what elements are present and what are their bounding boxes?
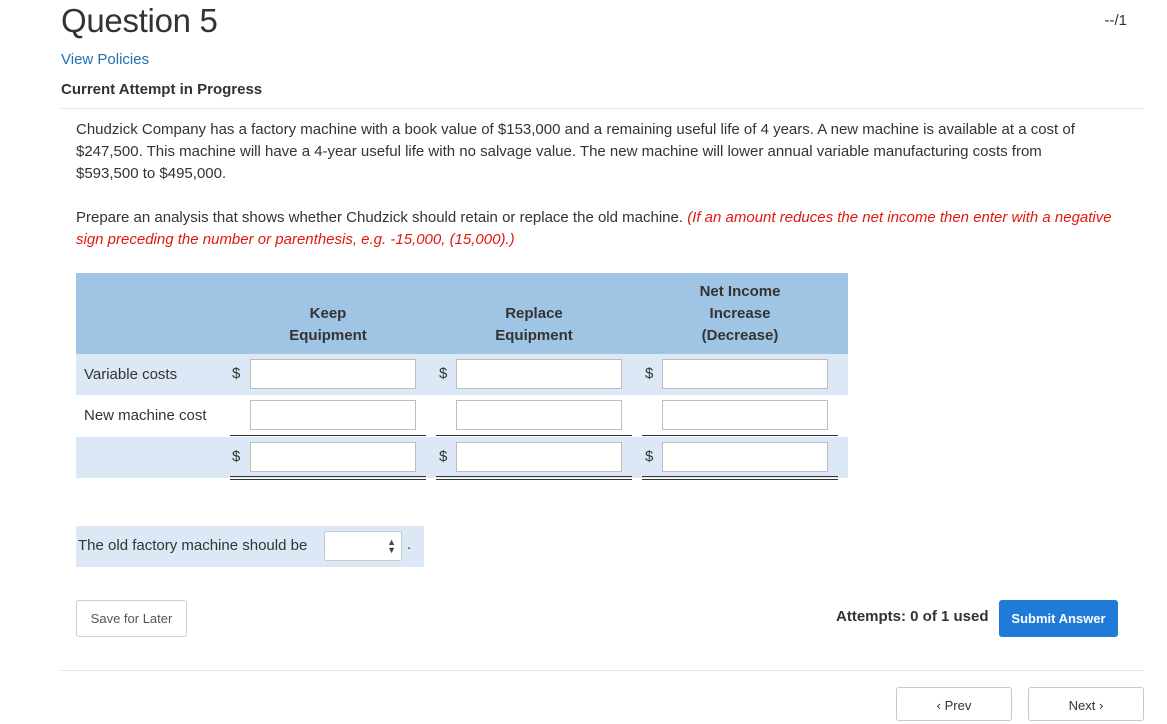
subtotal-rule: [436, 435, 632, 436]
dollar-sign: $: [232, 448, 241, 465]
dollar-sign: $: [232, 365, 241, 382]
dollar-sign: $: [439, 365, 448, 382]
subtotal-rule: [642, 435, 838, 436]
total-replace-input[interactable]: [456, 442, 622, 472]
dollar-sign: $: [645, 448, 654, 465]
header-net-income: Net Income Increase (Decrease): [699, 283, 781, 344]
total-double-rule: [436, 479, 632, 480]
header-replace-equipment: Replace Equipment: [495, 305, 573, 344]
instruction-text: [76, 207, 1136, 251]
variable-costs-keep-input[interactable]: [250, 359, 416, 389]
updown-arrows-icon: ▲ ▼: [387, 537, 396, 555]
variable-costs-replace-input[interactable]: [456, 359, 622, 389]
problem-line-2: $247,500. This machine will have a 4-year useful life with no salvage value. The new machine will lower annual variable manufacturing costs from: [76, 143, 1042, 160]
problem-line-3: $593,500 to $495,000.: [76, 165, 227, 182]
footer-divider: [61, 670, 1144, 671]
subtotal-rule: [230, 435, 426, 436]
score-display: --/1: [1104, 12, 1127, 29]
table-row: [76, 354, 848, 395]
chevron-left-icon: ‹: [936, 698, 941, 713]
instruction-hint-1: (If an amount reduces the net income then enter with a negative: [687, 209, 1112, 226]
total-double-rule: [642, 476, 838, 477]
prev-button[interactable]: [896, 687, 1012, 721]
table-header: [76, 273, 848, 354]
new-machine-cost-net-input[interactable]: [662, 400, 828, 430]
problem-statement: [76, 119, 1136, 185]
attempt-status-heading: Current Attempt in Progress: [61, 81, 263, 98]
total-keep-input[interactable]: [250, 442, 416, 472]
header-keep-equipment: Keep Equipment: [289, 305, 367, 344]
question-title: Question 5: [61, 2, 218, 39]
total-double-rule: [230, 479, 426, 480]
header-divider: [61, 108, 1144, 109]
instruction-main: Prepare an analysis that shows whether Chudzick should retain or replace the old machine.: [76, 209, 684, 226]
new-machine-cost-replace-input[interactable]: [456, 400, 622, 430]
instruction-hint-2: sign preceding the number or parenthesis, e.g. -15,000, (15,000).): [76, 231, 515, 248]
next-label: Next: [1068, 698, 1096, 713]
attempts-counter: Attempts: 0 of 1 used: [836, 608, 989, 625]
row-label-new-machine-cost: New machine cost: [84, 407, 207, 424]
save-for-later-button[interactable]: Save for Later: [76, 600, 187, 637]
next-button[interactable]: [1028, 687, 1144, 721]
view-policies-link[interactable]: View Policies: [61, 51, 150, 68]
row-label-variable-costs: Variable costs: [84, 366, 178, 383]
chevron-right-icon: ›: [1099, 698, 1104, 713]
problem-line-1: Chudzick Company has a factory machine with a book value of $153,000 and a remaining useful life of 4 years. A new machine is available at a cost of: [76, 121, 1075, 138]
new-machine-cost-keep-input[interactable]: [250, 400, 416, 430]
total-double-rule: [642, 479, 838, 480]
decision-period: .: [407, 536, 412, 553]
dollar-sign: $: [439, 448, 448, 465]
decision-label: The old factory machine should be: [78, 537, 308, 554]
decision-box: [76, 526, 424, 567]
table-row-total: [76, 437, 848, 478]
total-double-rule: [230, 476, 426, 477]
dollar-sign: $: [645, 365, 654, 382]
total-net-input[interactable]: [662, 442, 828, 472]
table-row: [76, 395, 848, 436]
prev-label: Prev: [944, 698, 972, 713]
submit-answer-button[interactable]: Submit Answer: [999, 600, 1118, 637]
variable-costs-net-input[interactable]: [662, 359, 828, 389]
decision-select[interactable]: [324, 531, 402, 561]
total-double-rule: [436, 476, 632, 477]
